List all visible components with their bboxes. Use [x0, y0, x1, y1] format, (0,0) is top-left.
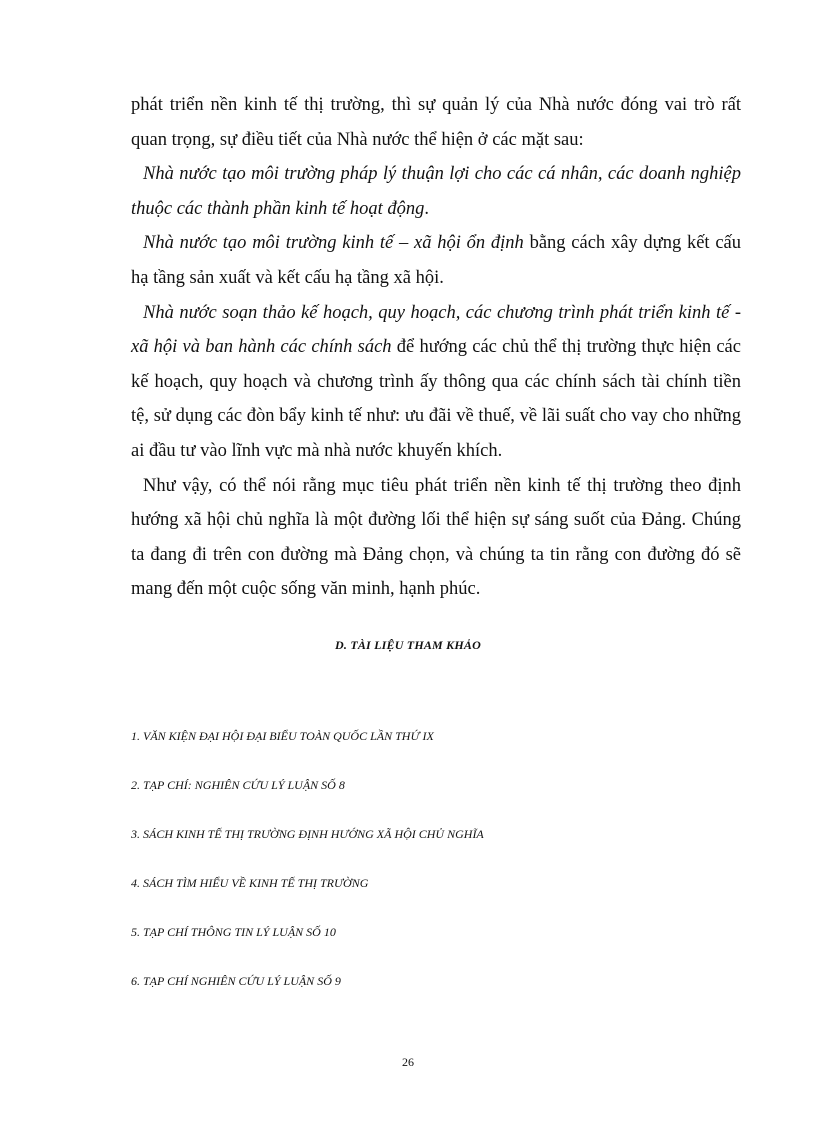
reference-item: 2. TẠP CHÍ: NGHIÊN CỨU LÝ LUẬN SỐ 8: [131, 778, 345, 792]
paragraph-text: phát triển nền kinh tế thị trường, thì sự quản lý của Nhà nước đóng vai trò rất quan trọng, sự điều tiết của Nhà nước thể hiện ở các mặt sau:: [131, 95, 741, 150]
paragraph-emphasis: Nhà nước tạo môi trường kinh tế – xã hội ổn định: [143, 233, 524, 254]
paragraph-legal-environment: [131, 157, 741, 226]
references-list: [131, 728, 751, 1022]
paragraph-emphasis: Nhà nước tạo môi trường pháp lý thuận lợi cho các cá nhân, các doanh nghiệp thuộc các thành phần kinh tế hoạt động: [131, 164, 741, 219]
paragraph-state-role: [131, 88, 741, 157]
references-heading: D. TÀI LIỆU THAM KHẢO: [335, 638, 481, 652]
paragraph-conclusion: [131, 469, 741, 607]
reference-item: 5. TẠP CHÍ THÔNG TIN LÝ LUẬN SỐ 10: [131, 925, 336, 939]
paragraph-text: bằng cách xây dựng kết cấu hạ tầng sản xuất và kết cấu hạ tầng xã hội.: [131, 233, 742, 288]
body-text: [131, 88, 741, 607]
paragraph-socioeconomic-environment: [131, 226, 741, 295]
page-number: 26: [402, 1055, 414, 1069]
paragraph-planning-policy: [131, 296, 741, 469]
paragraph-emphasis: Nhà nước soạn thảo kế hoạch, quy hoạch, các chương trình phát triển kinh tế - xã hội và ban hành các chính sách: [131, 302, 741, 358]
paragraph-text: .: [424, 198, 430, 219]
reference-item: 6. TẠP CHÍ NGHIÊN CỨU LÝ LUẬN SỐ 9: [131, 974, 341, 988]
reference-item: 1. VĂN KIỆN ĐẠI HỘI ĐẠI BIỂU TOÀN QUỐC LẦN THỨ IX: [131, 729, 434, 743]
reference-item: 3. SÁCH KINH TẾ THỊ TRƯỜNG ĐỊNH HƯỚNG XÃ HỘI CHỦ NGHĨA: [131, 827, 484, 841]
paragraph-text: Như vậy, có thể nói rằng mục tiêu phát triển nền kinh tế thị trường theo định hướng xã hội chủ nghĩa là một đường lối thể hiện sự sáng suốt của Đảng. Chúng ta đang đi trên con đường mà Đảng chọn, và chúng ta tin rằng con đường đó sẽ mang đến một cuộc sống văn minh, hạnh phúc.: [131, 475, 741, 600]
paragraph-text: để hướng các chủ thể thị trường thực hiện các kế hoạch, quy hoạch và chương trình ấy thông qua các chính sách tài chính tiền tệ, sử dụng các đòn bẩy kinh tế như: ưu đãi về thuế, về lãi suất cho vay cho những ai đầu tư vào lĩnh vực mà nhà nước khuyến khích.: [131, 337, 741, 461]
reference-item: 4. SÁCH TÌM HIỂU VỀ KINH TẾ THỊ TRƯỜNG: [131, 876, 369, 890]
